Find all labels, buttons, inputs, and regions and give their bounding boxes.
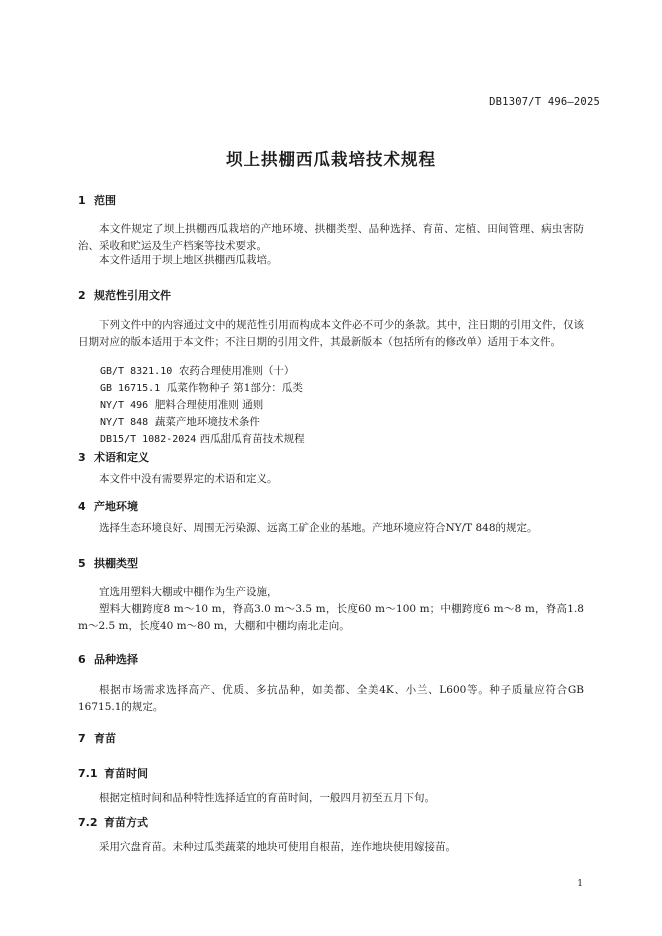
section-title: 育苗方式: [104, 816, 148, 829]
section-number: 4: [78, 500, 86, 513]
reference-item: [100, 431, 305, 448]
reference-code: NY/T 848: [100, 417, 149, 428]
standard-number: DB1307/T 496—2025: [489, 96, 600, 108]
reference-item: [100, 397, 263, 414]
section-3-paragraph-1: 本文件中没有需要界定的术语和定义。: [99, 473, 278, 485]
section-4-paragraph-1: 选择生态环境良好、周围无污染源、远离工矿企业的基地。产地环境应符合NY/T 848的规定。: [99, 522, 538, 534]
section-3-heading: [78, 449, 149, 465]
section-number: 5: [78, 557, 86, 570]
section-title: 规范性引用文件: [94, 289, 171, 302]
section-number: 1: [78, 194, 86, 207]
reference-code: DB15/T 1082-2024: [100, 434, 197, 445]
section-7-heading: [78, 730, 116, 746]
section-2-paragraph-1: 下列文件中的内容通过文中的规范性引用而构成本文件必不可少的条款。其中，注日期的引用文件，仅该日期对应的版本适用于本文件；不注日期的引用文件，其最新版本（包括所有的修改单）适用于本文件。: [78, 319, 584, 348]
section-5-paragraph-2: 塑料大棚跨度8 m～10 m，脊高3.0 m～3.5 m，长度60 m～100 m；中棚跨度6 m～8 m，脊高1.8 m～2.5 m，长度40 m～80 m，大棚和中棚均南北走向。: [78, 603, 584, 632]
section-4-heading: [78, 498, 138, 514]
reference-name: 西瓜甜瓜育苗技术规程: [199, 433, 305, 445]
reference-name: 蔬菜产地环境技术条件: [154, 416, 260, 428]
section-title: 产地环境: [94, 500, 138, 513]
section-title: 术语和定义: [94, 451, 149, 464]
reference-code: GB/T 8321.10: [100, 366, 173, 377]
section-7-2-heading: [78, 814, 148, 830]
section-5-heading: [78, 555, 138, 571]
reference-item: [100, 414, 260, 431]
reference-item: [100, 380, 303, 397]
section-title: 育苗: [94, 732, 116, 745]
section-5-paragraph-1: 宜选用塑料大棚或中棚作为生产设施，: [99, 586, 278, 598]
section-title: 范围: [94, 194, 116, 207]
section-6-heading: [78, 651, 138, 667]
section-number: 6: [78, 653, 86, 666]
section-2-heading: [78, 287, 171, 303]
reference-code: GB 16715.1: [100, 383, 161, 394]
page-number: 1: [577, 879, 583, 889]
reference-item: [100, 363, 294, 380]
reference-name: 农药合理使用准则（十）: [178, 365, 295, 377]
reference-name: 瓜菜作物种子 第1部分：瓜类: [166, 382, 303, 394]
section-1-paragraph-1: 本文件规定了坝上拱棚西瓜栽培的产地环境、拱棚类型、品种选择、育苗、定植、田间管理、病虫害防治、采收和贮运及生产档案等技术要求。: [78, 223, 584, 252]
section-number: 7: [78, 732, 86, 745]
reference-name: 肥料合理使用准则 通则: [154, 399, 264, 411]
document-title: 坝上拱棚西瓜栽培技术规程: [226, 150, 436, 169]
section-title: 品种选择: [94, 653, 138, 666]
reference-code: NY/T 496: [100, 400, 149, 411]
section-1-heading: [78, 192, 116, 208]
section-7-1-heading: [78, 765, 148, 781]
section-7-1-paragraph-1: 根据定植时间和品种特性选择适宜的育苗时间，一般四月初至五月下旬。: [99, 792, 435, 804]
section-number: 3: [78, 451, 86, 464]
section-number: 7.2: [78, 816, 98, 829]
section-title: 拱棚类型: [94, 557, 138, 570]
section-number: 7.1: [78, 767, 98, 780]
section-number: 2: [78, 289, 86, 302]
section-7-2-paragraph-1: 采用穴盘育苗。未种过瓜类蔬菜的地块可使用自根苗，连作地块使用嫁接苗。: [99, 841, 456, 853]
section-1-paragraph-2: 本文件适用于坝上地区拱棚西瓜栽培。: [99, 254, 278, 266]
section-title: 育苗时间: [104, 767, 148, 780]
section-6-paragraph-1: 根据市场需求选择高产、优质、多抗品种，如美都、全美4K、小兰、L600等。种子质量应符合GB 16715.1的规定。: [78, 684, 584, 713]
